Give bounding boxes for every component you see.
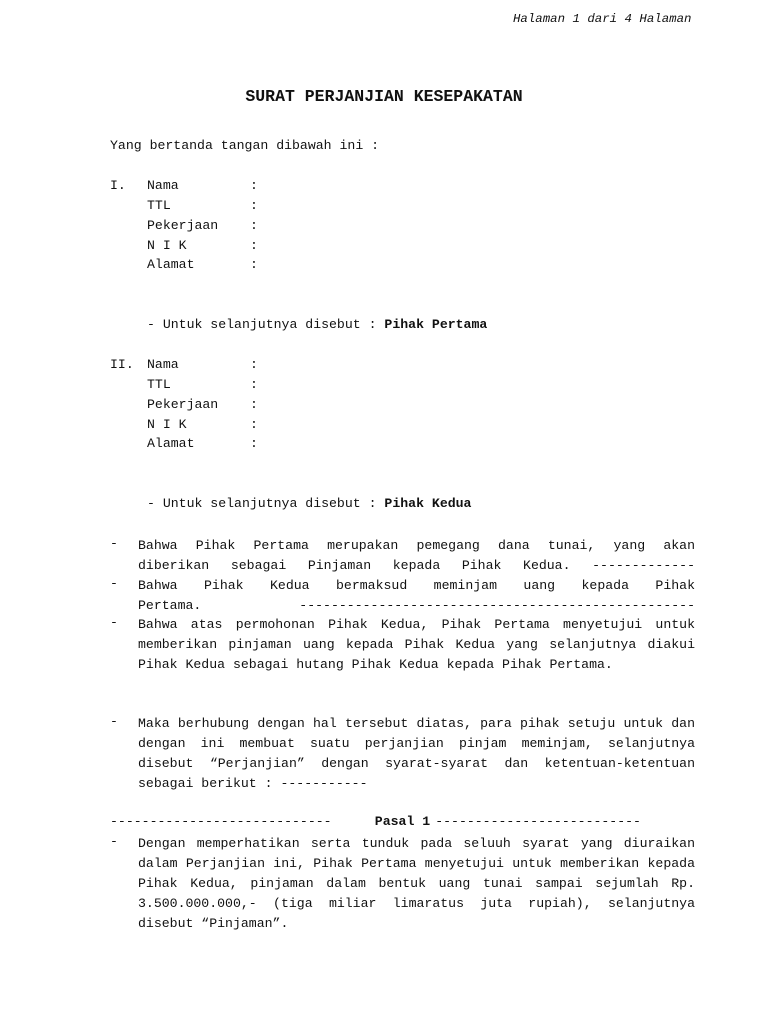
party2-field-separator: : [250,357,258,372]
intro-text: Yang bertanda tangan dibawah ini : [110,138,380,153]
party2-field-label: Alamat [147,436,195,451]
party1-referred-name: Pihak Pertama [384,317,488,332]
recital-4-text: Maka berhubung dengan hal tersebut diatas, para pihak setuju untuk dan dengan ini membuat suatu perjanjian pinjam meminjam, selanjutnya disebut “Perjanjian” dengan syarat-syarat dan ketentuan-ketentuan sebagai berikut : ----------- [138,716,695,791]
recital-2-line-2: Pertama. -------------------------------------------------- [138,598,695,613]
party1-field-separator: : [250,257,258,272]
recital-3-text: Bahwa atas permohonan Pihak Kedua, Pihak Pertama menyetujui untuk memberikan pinjaman uang kepada Pihak Kedua yang selanjutnya diakui Pihak Kedua sebagai hutang Pihak Kedua kepada Pihak Pertama. [138,617,695,672]
party1-field-label: Pekerjaan [147,218,219,233]
party1-referred-prefix: - Untuk selanjutnya disebut : [147,317,377,332]
page-header: Halaman 1 dari 4 Halaman [513,12,692,26]
recital-bullet: - [110,615,118,630]
pasal-right-rule: -------------------------- [435,814,641,829]
party1-field-separator: : [250,178,258,193]
party2-field-label: Pekerjaan [147,397,219,412]
party1-field-separator: : [250,198,258,213]
party1-field-separator: : [250,218,258,233]
party1-field-label: Alamat [147,257,195,272]
party2-numeral: II. [110,357,134,372]
party2-field-label: Nama [147,357,179,372]
recital-bullet: - [110,714,118,729]
recital-2-line-1: Bahwa Pihak Kedua bermaksud meminjam uang kepada Pihak [138,578,695,593]
pasal-1-heading [110,814,695,829]
party1-field-label: Nama [147,178,179,193]
clause-bullet: - [110,834,118,849]
document-title: SURAT PERJANJIAN KESEPAKATAN [245,87,523,106]
party2-referred-prefix: - Untuk selanjutnya disebut : [147,496,377,511]
recital-bullet: - [110,576,118,591]
party2-field-separator: : [250,397,258,412]
recital-1-line-1: Bahwa Pihak Pertama merupakan pemegang dana tunai, yang akan [138,538,695,553]
recital-1-line-2: diberikan sebagai Pinjaman kepada Pihak Kedua. ------------- [138,558,695,573]
party2-field-separator: : [250,377,258,392]
pasal-left-rule: ---------------------------- [110,814,332,829]
party1-field-label: N I K [147,238,187,253]
party2-referred-as [147,496,471,511]
party1-field-label: TTL [147,198,171,213]
recital-bullet: - [110,536,118,551]
party1-numeral: I. [110,178,126,193]
party2-field-label: TTL [147,377,171,392]
party2-field-separator: : [250,436,258,451]
party2-referred-name: Pihak Kedua [384,496,472,511]
pasal-label: Pasal 1 [374,814,431,829]
pasal-1-clause-text: Dengan memperhatikan serta tunduk pada seluuh syarat yang diuraikan dalam Perjanjian ini, Pihak Pertama menyetujui untuk memberikan kepada Pihak Kedua, pinjaman dalam bentuk uang tunai sampai sejumlah Rp. 3.500.000.000,- (tiga miliar limaratus juta rupiah), selanjutnya disebut “Pinjaman”. [138,836,695,931]
party2-field-label: N I K [147,417,187,432]
party1-field-separator: : [250,238,258,253]
party1-referred-as [147,317,487,332]
party2-field-separator: : [250,417,258,432]
